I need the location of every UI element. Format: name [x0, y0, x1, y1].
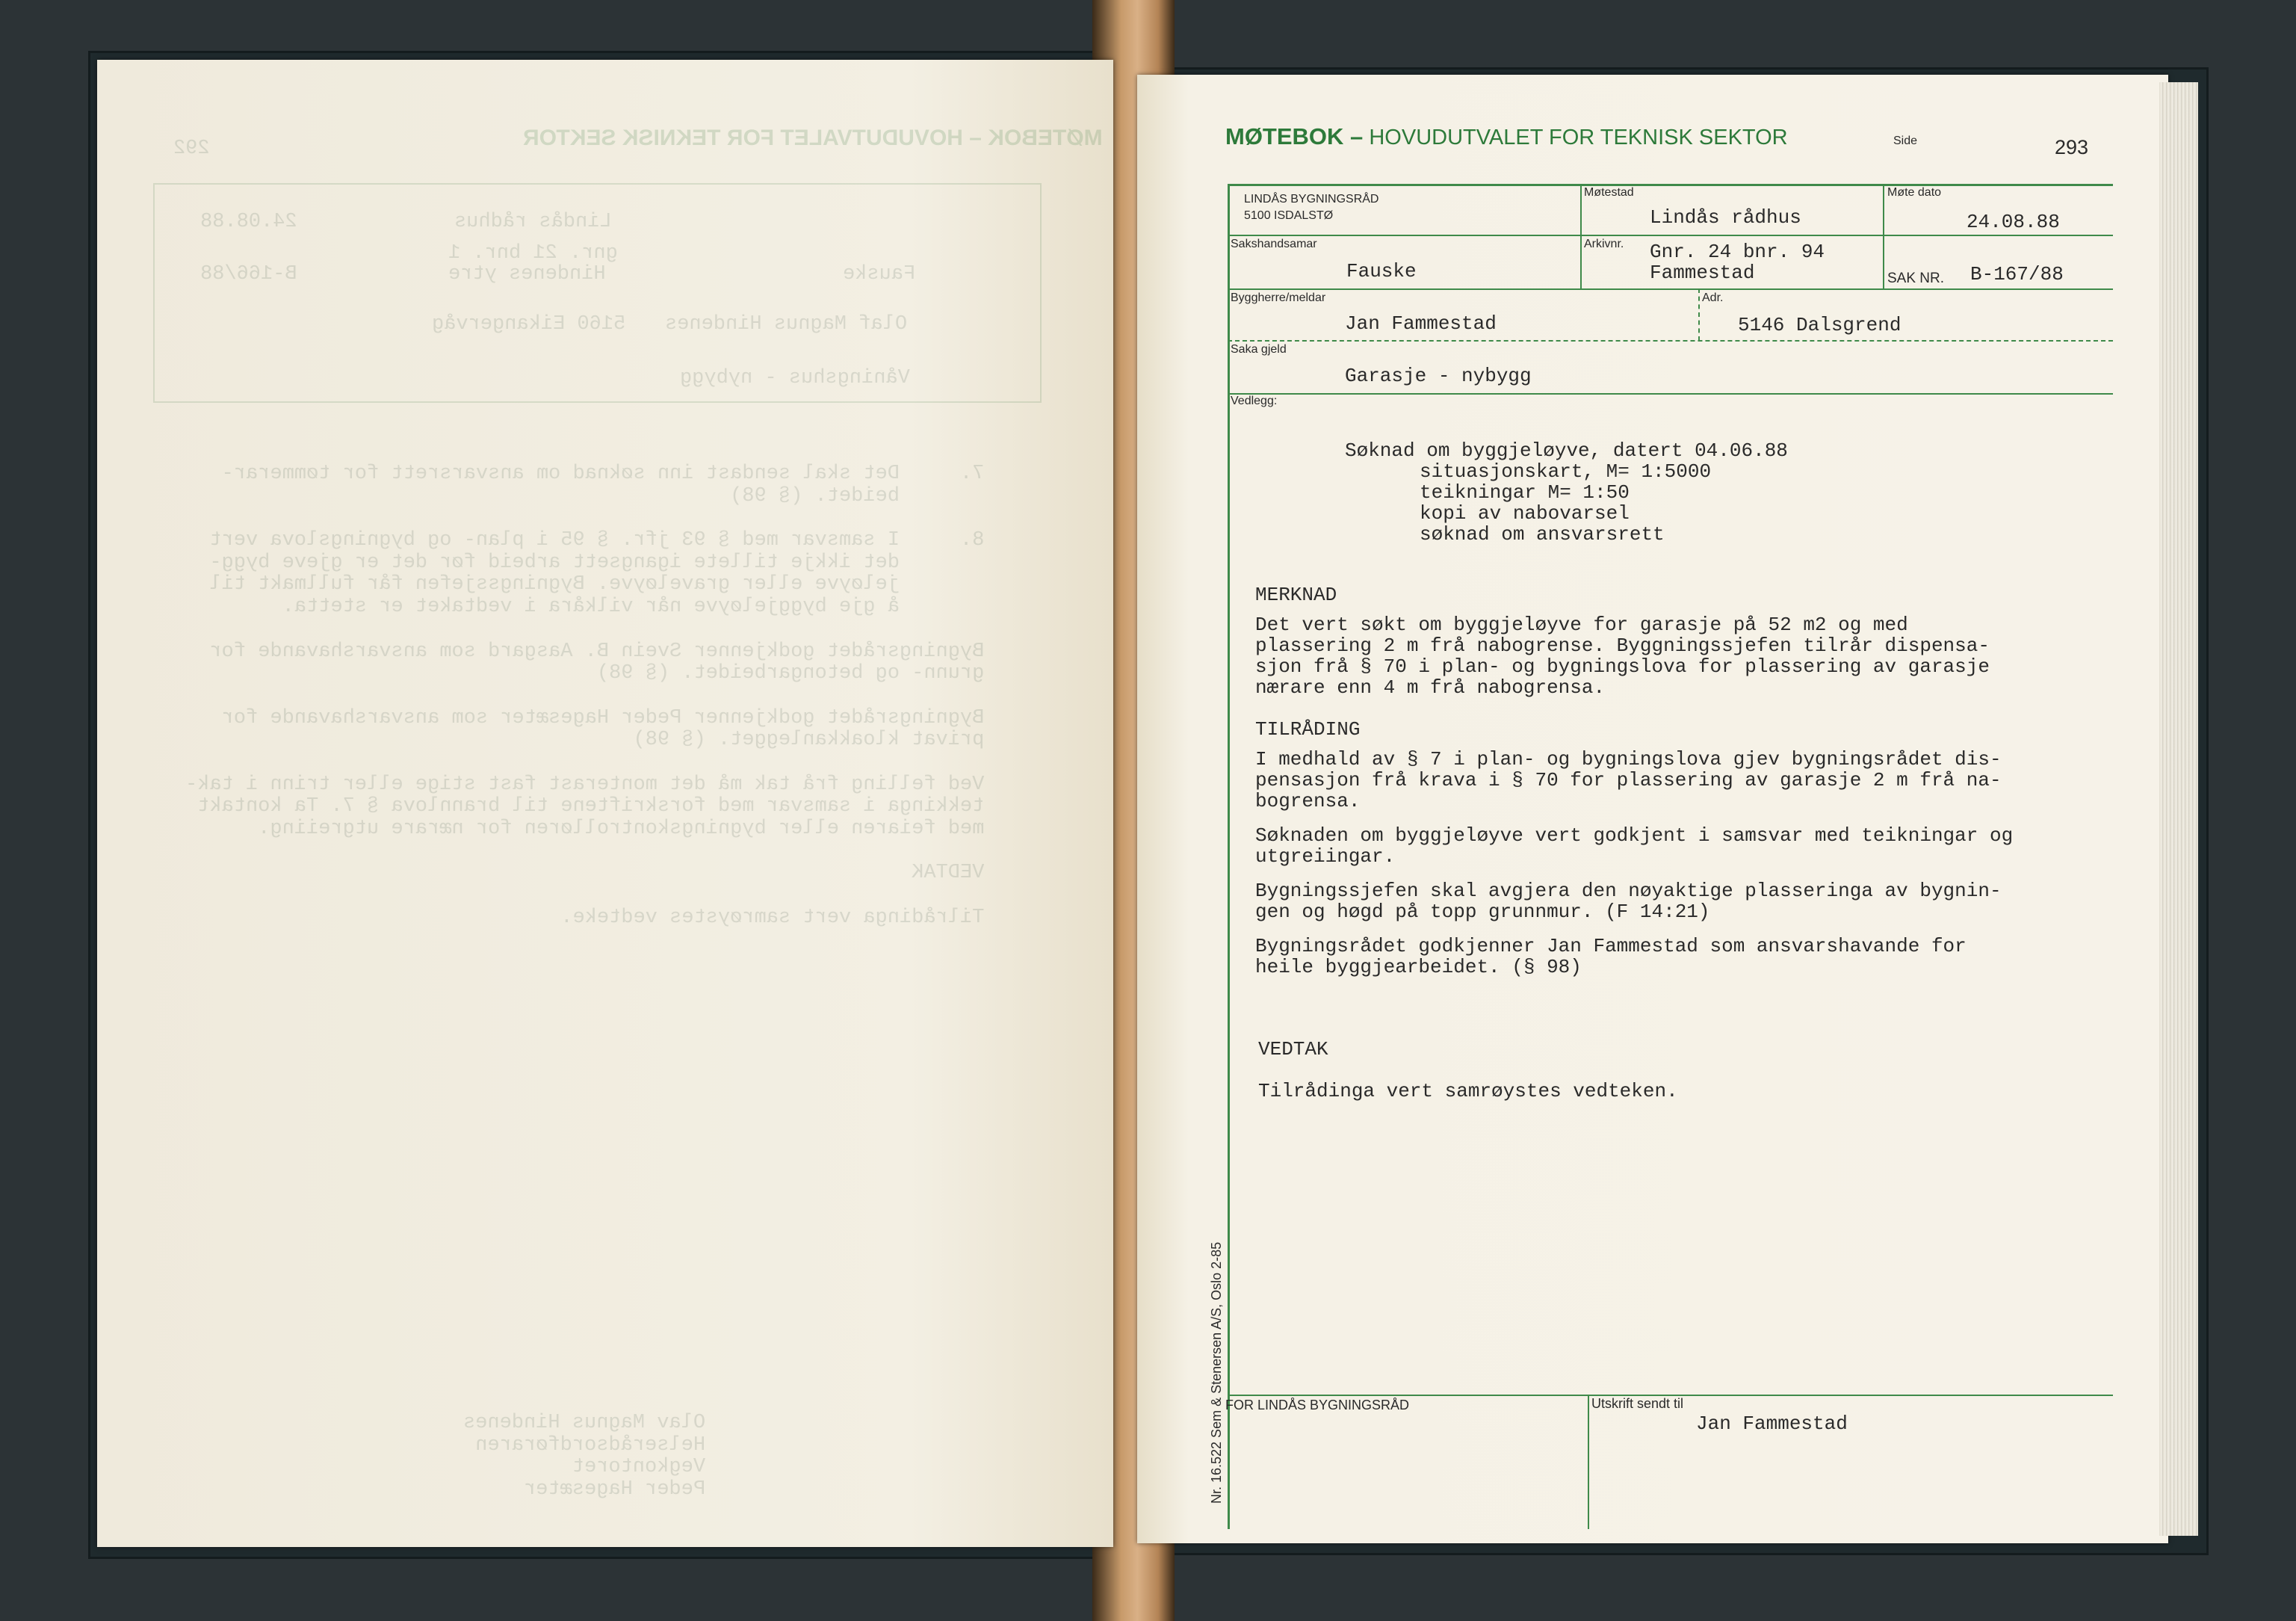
ghost-page-number: 292: [173, 138, 210, 160]
vedtak-text: Tilrådinga vert samrøystes vedteken.: [1258, 1080, 1678, 1102]
tilrading-p1: I medhald av § 7 i plan- og bygningslova gjev bygningsrådet dis- pensasjon frå krava i § 70 for plassering av garasje 2 m frå na- bogrensa.: [1255, 748, 2002, 812]
vedlegg-line-3: teikningar M= 1:50: [1420, 481, 1630, 504]
form-col-line-3: [1698, 288, 1700, 341]
motestad-value: Lindås rådhus: [1650, 206, 1801, 229]
org-name: LINDÅS BYGNINGSRÅD: [1244, 193, 1379, 206]
arkivnr-label: Arkivnr.: [1584, 238, 1624, 250]
printer-imprint: Nr. 16.522 Sem & Stenersen A/S, Oslo 2-85: [1209, 1241, 1224, 1504]
adr-label: Adr.: [1702, 291, 1724, 304]
for-bygningsrad-label: FOR LINDÅS BYGNINGSRÅD: [1225, 1398, 1410, 1412]
vedlegg-line-1: Søknad om byggjeløyve, datert 04.06.88: [1345, 439, 1788, 462]
utskrift-label: Utskrift sendt til: [1591, 1396, 1684, 1411]
side-label: Side: [1893, 135, 1918, 147]
tilrading-p2: Søknaden om byggjeløyve vert godkjent i samsvar med teikningar og utgreiingar.: [1255, 824, 2014, 868]
header-motebok: MØTEBOK –: [1225, 123, 1364, 149]
ghost-adr: 5160 Eikangervåg: [432, 313, 626, 336]
byggherre-label: Byggherre/meldar: [1231, 291, 1326, 304]
form-row-line-3: [1228, 340, 2113, 342]
form-col-line-1: [1580, 184, 1582, 288]
ghost-date: 24.08.88: [200, 211, 297, 233]
motedato-value: 24.08.88: [1967, 211, 2060, 233]
header-sektor: HOVUDUTVALET FOR TEKNISK SEKTOR: [1363, 126, 1788, 149]
page-number: 293: [2055, 136, 2089, 158]
vedlegg-label: Vedlegg:: [1231, 395, 1278, 407]
form-row-line-2: [1228, 288, 2113, 290]
document-body: [1255, 584, 2114, 1121]
ghost-gnr2: Hindenes ytre: [448, 263, 606, 285]
form-row-line-4: [1228, 393, 2113, 395]
saknr-label: SAK NR.: [1887, 271, 1945, 286]
saka-label: Saka gjeld: [1231, 343, 1287, 356]
merknad-heading: MERKNAD: [1255, 584, 1337, 606]
vedlegg-line-2: situasjonskart, M= 1:5000: [1420, 460, 1712, 483]
sakshandsamar-value: Fauske: [1346, 260, 1417, 282]
vedtak-heading: VEDTAK: [1258, 1038, 1328, 1060]
form-left-border: [1228, 184, 1230, 1529]
form-top-border: [1228, 184, 2113, 186]
tilrading-heading: TILRÅDING: [1255, 718, 1361, 741]
ghost-recipients: Olav Magnus Hindenes Helserådsordføraren Vegkontoret Peder Hagesæter: [463, 1412, 706, 1501]
vedlegg-line-4: kopi av nabovarsel: [1420, 502, 1630, 525]
ghost-name: Fauske: [843, 263, 916, 285]
org-address: 5100 ISDALSTØ: [1244, 209, 1334, 222]
footer-divider: [1588, 1395, 1589, 1529]
ghost-saknr: B-166/88: [200, 263, 297, 285]
ghost-body: 7. Det skal sendast inn søknad om ansvarsrett for tømmerar- beidet. (§ 98) 8. I samsvar med § 93 jfr. § 95 i plan- og bygningslova vert det ikkje tillete igangsett arbeid før det er gjeve bygg- jeløyve eller graveløyve. Bygningssjefen får fullmakt til å gje byggjeløyve når vilkåra i vedtaket er stetta. Bygningsrådet godkjenner Svein B. Aasgard som ansvarshavande for grunn- og betongarbeidet. (§ 98) Bygningsrådet godkjenner Peder Hagesæter som ansvarshavande for privat kloakkanlegget. (§ 98) Ved felling frå tak må det monterast fast stige eller trinn i tak- tekkinga i samsvar med forskriftene til brannlova § 7. Ta kontakt med feiaren eller bygningskontrolløren for nærare utgreiing. VEDTAK Tilrådinga vert samrøystes vedteke.: [185, 463, 985, 929]
form-col-line-2: [1883, 184, 1884, 288]
sakshandsamar-label: Sakshandsamar: [1231, 238, 1317, 250]
arkivnr-value-2: Fammestad: [1650, 262, 1755, 284]
saka-value: Garasje - nybygg: [1345, 365, 1532, 387]
ghost-byggherre: Olaf Magnus Hindenes: [665, 313, 908, 336]
arkivnr-value-1: Gnr. 24 bnr. 94: [1650, 241, 1825, 263]
form-row-line-1: [1228, 235, 2113, 236]
page-edges: [2159, 82, 2198, 1536]
merknad-text: Det vert søkt om byggjeløyve for garasje på 52 m2 og med plassering 2 m frå nabogrense. Byggningssjefen tilrår dispensa- sjon frå § 70 i plan- og bygningslova for plassering av garasje nærare enn 4 m frå nabogrensa.: [1255, 614, 1990, 699]
tilrading-p3: Bygningssjefen skal avgjera den nøyaktige plasseringa av bygnin- gen og høgd på topp grunnmur. (F 14:21): [1255, 880, 2002, 923]
utskrift-value: Jan Fammestad: [1696, 1412, 1848, 1435]
vedlegg-line-5: søknad om ansvarsrett: [1420, 523, 1665, 546]
ghost-gnr: gnr. 21 bnr. 1: [448, 242, 618, 265]
adr-value: 5146 Dalsgrend: [1738, 314, 1902, 336]
byggherre-value: Jan Fammestad: [1345, 312, 1497, 335]
ghost-header: MØTEBOK – HOVUDUTVALET FOR TEKNISK SEKTOR: [523, 126, 1103, 150]
motestad-label: Møtestad: [1584, 186, 1634, 199]
motedato-label: Møte dato: [1887, 186, 1942, 199]
ghost-place: Lindås rådhus: [454, 211, 612, 233]
ghost-saka: Våningshus - nybygg: [680, 367, 910, 389]
page-header-title: [1225, 123, 1788, 150]
saknr-value: B-167/88: [1970, 263, 2064, 285]
tilrading-p4: Bygningsrådet godkjenner Jan Fammestad som ansvarshavande for heile byggjearbeidet. (§ 98): [1255, 935, 1967, 978]
